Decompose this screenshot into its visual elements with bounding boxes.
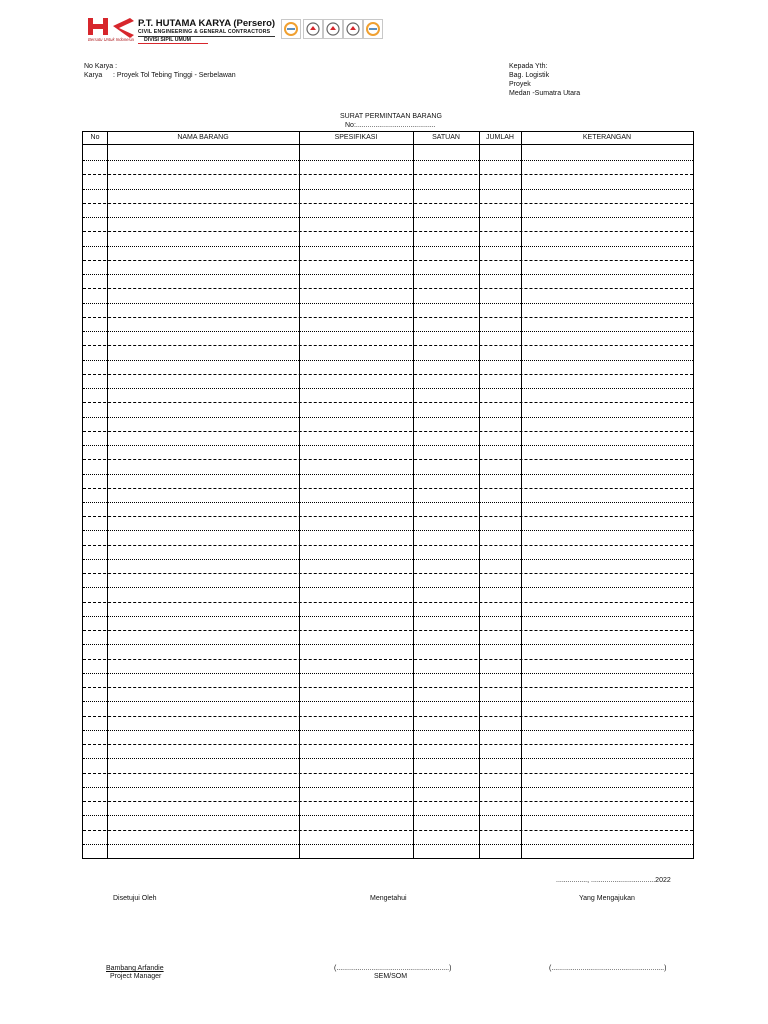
recipient-line-3: Proyek: [509, 81, 531, 88]
table-row: [83, 431, 693, 432]
table-row: [83, 687, 693, 688]
table-row: [83, 587, 693, 588]
known-by-label: Mengetahui: [370, 895, 407, 902]
recipient-line-4: Medan -Sumatra Utara: [509, 90, 581, 97]
column-divider: [107, 132, 108, 858]
table-row: [83, 701, 693, 702]
table-header-separator: [83, 144, 693, 145]
company-tagline: Bersatu Untuk Indonesia: [88, 37, 134, 42]
table-row: [83, 260, 693, 261]
table-row: [83, 160, 693, 161]
table-row: [83, 274, 693, 275]
table-row: [83, 730, 693, 731]
table-row: [83, 231, 693, 232]
table-row: [83, 417, 693, 418]
table-row: [83, 174, 693, 175]
table-row: [83, 830, 693, 831]
table-row: [83, 459, 693, 460]
certification-badge-icon: [343, 19, 363, 39]
company-name: P.T. HUTAMA KARYA (Persero): [138, 18, 276, 29]
table-row: [83, 217, 693, 218]
table-row: [83, 773, 693, 774]
table-row: [83, 345, 693, 346]
table-row: [83, 673, 693, 674]
certification-badge-icon: [281, 19, 301, 39]
column-header-satuan: SATUAN: [432, 134, 460, 141]
table-row: [83, 644, 693, 645]
certification-badge-icon: [323, 19, 343, 39]
approver-title: Project Manager: [110, 973, 162, 980]
column-header-nama-barang: NAMA BARANG: [177, 134, 229, 141]
known-title: SEM/SOM: [374, 973, 408, 980]
approver-name: Bambang Arfandie: [106, 965, 164, 972]
table-row: [83, 474, 693, 475]
column-header-jumlah: JUMLAH: [485, 134, 514, 141]
date-line: ................, .................................2022: [556, 877, 671, 884]
certification-badge-icon: [303, 19, 323, 39]
table-row: [83, 573, 693, 574]
table-row: [83, 246, 693, 247]
table-row: [83, 815, 693, 816]
column-header-no: No: [90, 134, 100, 141]
document-number: No:.........................................: [345, 122, 436, 129]
submitted-by-label: Yang Mengajukan: [579, 895, 635, 902]
known-signature-line: (..........................................................): [334, 965, 452, 972]
table-row: [83, 488, 693, 489]
header-red-accent: [138, 43, 208, 44]
table-row: [83, 630, 693, 631]
table-row: [83, 716, 693, 717]
table-row: [83, 744, 693, 745]
column-divider: [693, 132, 694, 858]
table-row: [83, 288, 693, 289]
table-row: [83, 402, 693, 403]
table-row: [83, 758, 693, 759]
recipient-line-2: Bag. Logistik: [509, 72, 550, 79]
table-row: [83, 801, 693, 802]
table-row: [83, 317, 693, 318]
table-row: [83, 303, 693, 304]
table-row: [83, 189, 693, 190]
document-title: SURAT PERMINTAAN BARANG: [340, 113, 442, 120]
no-karya-label: No Karya :: [84, 63, 118, 70]
column-divider: [479, 132, 480, 858]
request-table: [82, 131, 694, 859]
table-row: [83, 203, 693, 204]
table-row: [83, 388, 693, 389]
certification-badge-icon: [363, 19, 383, 39]
table-row: [83, 360, 693, 361]
table-row: [83, 545, 693, 546]
column-header-keterangan: KETERANGAN: [582, 134, 632, 141]
table-row: [83, 602, 693, 603]
company-division: DIVISI SIPIL UMUM: [144, 37, 191, 43]
table-row: [83, 516, 693, 517]
table-row: [83, 844, 693, 845]
submitter-signature-line: (..........................................................): [549, 965, 667, 972]
column-divider: [413, 132, 414, 858]
table-row: [83, 530, 693, 531]
table-row: [83, 616, 693, 617]
table-row: [83, 559, 693, 560]
recipient-line-1: Kepada Yth:: [509, 63, 548, 70]
table-row: [83, 502, 693, 503]
karya-value: : Proyek Tol Tebing Tinggi - Serbelawan: [113, 72, 236, 79]
table-row: [83, 374, 693, 375]
table-row: [83, 787, 693, 788]
karya-label: Karya: [84, 72, 103, 79]
table-row: [83, 331, 693, 332]
approved-by-label: Disetujui Oleh: [113, 895, 157, 902]
company-subtitle: CIVIL ENGINEERING & GENERAL CONTRACTORS: [138, 29, 271, 35]
column-divider: [521, 132, 522, 858]
column-divider: [299, 132, 300, 858]
table-row: [83, 445, 693, 446]
table-row: [83, 659, 693, 660]
column-header-spesifikasi: SPESIFIKASI: [334, 134, 378, 141]
